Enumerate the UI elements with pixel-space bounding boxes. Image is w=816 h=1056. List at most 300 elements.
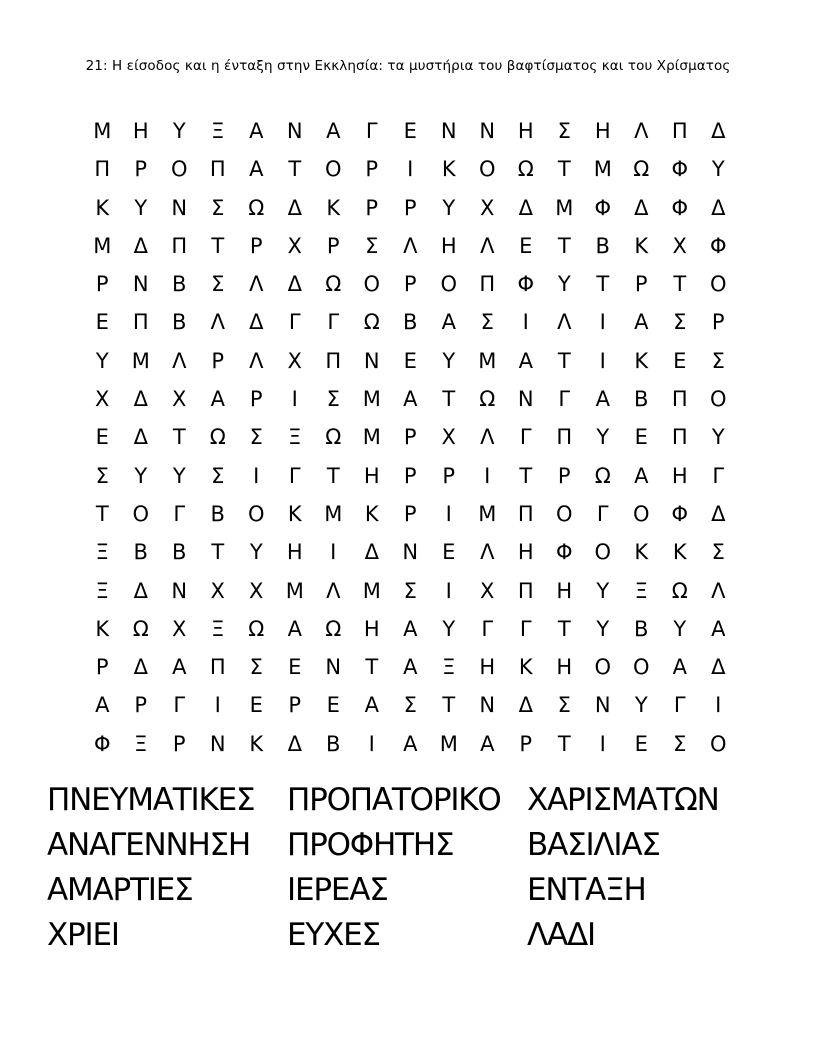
word-list-item: ΕΥΧΕΣ	[287, 917, 380, 953]
grid-letter[interactable]: Α	[95, 693, 110, 718]
grid-letter[interactable]: Ρ	[134, 157, 148, 182]
grid-letter[interactable]: Χ	[287, 348, 302, 373]
grid-letter[interactable]: Μ	[362, 425, 381, 450]
grid-letter[interactable]: Χ	[672, 233, 687, 258]
grid-letter[interactable]: Ι	[599, 310, 606, 335]
grid-letter[interactable]: Ο	[594, 540, 612, 565]
grid-letter[interactable]: Ξ	[211, 616, 225, 641]
grid-letter[interactable]: Α	[326, 119, 341, 143]
grid-letter[interactable]: Τ	[211, 233, 225, 258]
grid-letter[interactable]: Ο	[709, 731, 727, 756]
grid-letter[interactable]: Κ	[326, 195, 341, 220]
grid-letter[interactable]: Ρ	[249, 233, 263, 258]
grid-letter[interactable]: Λ	[403, 233, 418, 258]
grid-letter[interactable]: Σ	[249, 425, 263, 450]
grid-letter[interactable]: Υ	[442, 195, 456, 220]
grid-letter[interactable]: Γ	[327, 310, 340, 335]
grid-letter[interactable]: Δ	[133, 387, 148, 412]
grid-letter[interactable]: Σ	[557, 693, 571, 718]
grid-letter[interactable]: Ρ	[403, 272, 417, 297]
grid-letter[interactable]: Β	[595, 233, 610, 258]
grid-letter[interactable]: Π	[209, 157, 226, 182]
grid-letter[interactable]: Σ	[673, 731, 687, 756]
grid-row	[83, 533, 738, 571]
grid-letter[interactable]: Η	[556, 655, 573, 680]
grid-letter[interactable]: Λ	[711, 578, 726, 603]
grid-letter[interactable]: Π	[671, 425, 688, 450]
grid-letter[interactable]: Σ	[711, 348, 725, 373]
grid-letter[interactable]: Ρ	[172, 731, 186, 756]
grid-letter[interactable]: Φ	[671, 157, 689, 182]
grid-letter[interactable]: Σ	[673, 310, 687, 335]
grid-letter[interactable]: Π	[132, 310, 149, 335]
grid-letter[interactable]: Α	[441, 310, 456, 335]
grid-letter[interactable]: Λ	[249, 272, 264, 297]
grid-letter[interactable]: Κ	[634, 348, 649, 373]
grid-letter[interactable]: Σ	[480, 310, 494, 335]
grid-letter[interactable]: Τ	[673, 272, 687, 297]
grid-letter[interactable]: Δ	[634, 195, 649, 220]
grid-letter[interactable]: Μ	[131, 348, 150, 373]
grid-letter[interactable]: Τ	[442, 387, 456, 412]
grid-letter[interactable]: Ι	[330, 540, 337, 565]
grid-letter[interactable]: Λ	[634, 119, 649, 143]
grid-letter[interactable]: Α	[403, 387, 418, 412]
grid-row	[83, 725, 738, 763]
grid-letter[interactable]: Λ	[480, 540, 495, 565]
grid-letter[interactable]: Υ	[172, 119, 186, 143]
grid-letter[interactable]: Ο	[247, 501, 265, 526]
grid-letter[interactable]: Γ	[596, 501, 609, 526]
grid-letter[interactable]: Λ	[249, 348, 264, 373]
grid-letter[interactable]: Τ	[95, 501, 109, 526]
grid-letter[interactable]: Χ	[172, 387, 187, 412]
grid-letter[interactable]: Δ	[711, 195, 726, 220]
grid-letter[interactable]: Τ	[557, 731, 571, 756]
grid-letter[interactable]: Ε	[249, 693, 263, 718]
grid-letter[interactable]: Τ	[211, 540, 225, 565]
grid-letter[interactable]: Υ	[596, 425, 610, 450]
grid-letter[interactable]: Σ	[326, 387, 340, 412]
grid-letter[interactable]: Ρ	[403, 501, 417, 526]
grid-letter[interactable]: Ν	[132, 272, 149, 297]
grid-letter[interactable]: Α	[518, 348, 533, 373]
grid-letter[interactable]: Ω	[594, 463, 611, 488]
grid-letter[interactable]: Ε	[403, 119, 417, 143]
grid-letter[interactable]: Γ	[712, 463, 725, 488]
grid-letter[interactable]: Μ	[593, 157, 612, 182]
grid-letter[interactable]: Κ	[95, 195, 110, 220]
grid-letter[interactable]: Γ	[288, 463, 301, 488]
grid-letter[interactable]: Μ	[478, 348, 497, 373]
word-list-row	[47, 778, 767, 823]
word-list-row	[47, 868, 767, 913]
grid-letter[interactable]: Τ	[519, 463, 533, 488]
grid-letter[interactable]: Γ	[673, 693, 686, 718]
grid-letter[interactable]: Κ	[634, 540, 649, 565]
grid-letter[interactable]: Ε	[673, 348, 687, 373]
grid-letter[interactable]: Γ	[365, 119, 378, 143]
grid-letter[interactable]: Ι	[599, 731, 606, 756]
grid-letter[interactable]: Σ	[365, 233, 379, 258]
grid-letter[interactable]: Χ	[480, 578, 495, 603]
grid-letter[interactable]: Ρ	[403, 463, 417, 488]
grid-letter[interactable]: Ρ	[403, 425, 417, 450]
grid-letter[interactable]: Ω	[325, 425, 342, 450]
grid-letter[interactable]: Η	[363, 463, 380, 488]
grid-letter[interactable]: Ξ	[95, 540, 109, 565]
grid-letter[interactable]: Μ	[439, 731, 458, 756]
grid-letter[interactable]: Μ	[93, 233, 112, 258]
grid-letter[interactable]: Α	[595, 387, 610, 412]
grid-letter[interactable]: Α	[364, 693, 379, 718]
grid-letter[interactable]: Μ	[362, 578, 381, 603]
grid-letter[interactable]: Ω	[248, 616, 265, 641]
grid-letter[interactable]: Κ	[518, 655, 533, 680]
grid-letter[interactable]: Η	[132, 119, 149, 143]
grid-letter[interactable]: Γ	[558, 387, 571, 412]
grid-letter[interactable]: Ξ	[288, 425, 302, 450]
grid-letter[interactable]: Δ	[133, 425, 148, 450]
grid-letter[interactable]: Ξ	[134, 731, 148, 756]
grid-letter[interactable]: Ε	[519, 233, 533, 258]
grid-letter[interactable]: Α	[634, 310, 649, 335]
grid-letter[interactable]: Η	[671, 463, 688, 488]
grid-letter[interactable]: Δ	[287, 195, 302, 220]
grid-letter[interactable]: Κ	[441, 157, 456, 182]
grid-letter[interactable]: Α	[672, 655, 687, 680]
grid-letter[interactable]: Α	[210, 387, 225, 412]
grid-letter[interactable]: Α	[403, 731, 418, 756]
grid-letter[interactable]: Ρ	[519, 731, 533, 756]
grid-letter[interactable]: Ρ	[442, 463, 456, 488]
grid-letter[interactable]: Η	[479, 655, 496, 680]
grid-letter[interactable]: Ρ	[634, 272, 648, 297]
grid-letter[interactable]: Ω	[363, 310, 380, 335]
grid-letter[interactable]: Π	[556, 425, 573, 450]
grid-letter[interactable]: Χ	[249, 578, 264, 603]
grid-letter[interactable]: Φ	[709, 233, 727, 258]
grid-letter[interactable]: Υ	[673, 616, 687, 641]
grid-letter[interactable]: Α	[249, 157, 264, 182]
grid-letter[interactable]: Ο	[632, 501, 650, 526]
grid-letter[interactable]: Β	[634, 616, 649, 641]
grid-letter[interactable]: Η	[556, 578, 573, 603]
grid-letter[interactable]: Μ	[478, 501, 497, 526]
grid-letter[interactable]: Λ	[326, 578, 341, 603]
grid-letter[interactable]: Ι	[522, 310, 529, 335]
grid-letter[interactable]: Ν	[171, 195, 188, 220]
grid-letter[interactable]: Δ	[287, 731, 302, 756]
grid-letter[interactable]: Τ	[557, 616, 571, 641]
grid-letter[interactable]: Π	[171, 233, 188, 258]
grid-letter[interactable]: Ε	[634, 425, 648, 450]
grid-letter[interactable]: Π	[517, 578, 534, 603]
grid-letter[interactable]: Π	[479, 272, 496, 297]
grid-letter[interactable]: Β	[634, 387, 649, 412]
grid-letter[interactable]: Ο	[594, 655, 612, 680]
grid-letter[interactable]: Φ	[671, 501, 689, 526]
grid-letter[interactable]: Δ	[518, 693, 533, 718]
grid-letter[interactable]: Ν	[363, 348, 380, 373]
grid-letter[interactable]: Ν	[325, 655, 342, 680]
grid-letter[interactable]: Α	[403, 616, 418, 641]
grid-letter[interactable]: Ο	[132, 501, 150, 526]
grid-letter[interactable]: Ι	[484, 463, 491, 488]
grid-letter[interactable]: Σ	[211, 463, 225, 488]
grid-letter[interactable]: Φ	[93, 731, 111, 756]
grid-letter[interactable]: Π	[671, 119, 688, 143]
grid-letter[interactable]: Ρ	[288, 693, 302, 718]
grid-letter[interactable]: Π	[517, 501, 534, 526]
grid-letter[interactable]: Ε	[288, 655, 302, 680]
grid-letter[interactable]: Κ	[634, 233, 649, 258]
grid-letter[interactable]: Κ	[364, 501, 379, 526]
grid-letter[interactable]: Ξ	[634, 578, 648, 603]
grid-letter[interactable]: Χ	[480, 195, 495, 220]
grid-letter[interactable]: Σ	[403, 693, 417, 718]
grid-letter[interactable]: Δ	[133, 233, 148, 258]
grid-letter[interactable]: Φ	[671, 195, 689, 220]
grid-letter[interactable]: Δ	[518, 195, 533, 220]
grid-letter[interactable]: Ι	[445, 578, 452, 603]
grid-letter[interactable]: Υ	[711, 425, 725, 450]
grid-letter[interactable]: Ρ	[711, 310, 725, 335]
grid-letter[interactable]: Τ	[288, 157, 302, 182]
grid-letter[interactable]: Υ	[134, 463, 148, 488]
grid-letter[interactable]: Ω	[248, 195, 265, 220]
grid-letter[interactable]: Ν	[594, 693, 611, 718]
grid-letter[interactable]: Α	[634, 463, 649, 488]
grid-letter[interactable]: Λ	[557, 310, 572, 335]
grid-letter[interactable]: Ν	[402, 540, 419, 565]
grid-letter[interactable]: Π	[671, 387, 688, 412]
grid-letter[interactable]: Σ	[403, 578, 417, 603]
grid-letter[interactable]: Σ	[557, 119, 571, 143]
grid-letter[interactable]: Υ	[596, 616, 610, 641]
grid-letter[interactable]: Υ	[557, 272, 571, 297]
grid-letter[interactable]: Τ	[365, 655, 379, 680]
grid-letter[interactable]: Μ	[285, 578, 304, 603]
grid-letter[interactable]: Ε	[326, 693, 340, 718]
grid-letter[interactable]: Χ	[210, 578, 225, 603]
grid-letter[interactable]: Γ	[519, 425, 532, 450]
grid-letter[interactable]: Κ	[287, 501, 302, 526]
grid-letter[interactable]: Γ	[173, 501, 186, 526]
grid-letter[interactable]: Ε	[95, 425, 109, 450]
grid-letter[interactable]: Γ	[519, 616, 532, 641]
grid-letter[interactable]: Δ	[711, 501, 726, 526]
grid-letter[interactable]: Ρ	[365, 157, 379, 182]
grid-letter[interactable]: Δ	[249, 310, 264, 335]
grid-letter[interactable]: Υ	[95, 348, 109, 373]
grid-letter[interactable]: Ρ	[557, 463, 571, 488]
grid-letter[interactable]: Β	[210, 501, 225, 526]
grid-letter[interactable]: Ι	[291, 387, 298, 412]
grid-letter[interactable]: Ω	[479, 387, 496, 412]
grid-letter[interactable]: Δ	[287, 272, 302, 297]
grid-letter[interactable]: Α	[287, 616, 302, 641]
grid-letter[interactable]: Ρ	[211, 348, 225, 373]
grid-letter[interactable]: Κ	[95, 616, 110, 641]
word-list-item: ΙΕΡΕΑΣ	[287, 872, 388, 908]
grid-letter[interactable]: Τ	[557, 157, 571, 182]
grid-letter[interactable]: Χ	[172, 616, 187, 641]
grid-letter[interactable]: Γ	[481, 616, 494, 641]
grid-letter[interactable]: Υ	[442, 616, 456, 641]
grid-letter[interactable]: Ρ	[365, 195, 379, 220]
grid-letter[interactable]: Ι	[368, 731, 375, 756]
grid-letter[interactable]: Π	[94, 157, 111, 182]
grid-letter[interactable]: Σ	[249, 655, 263, 680]
grid-letter[interactable]: Δ	[133, 578, 148, 603]
grid-letter[interactable]: Η	[286, 540, 303, 565]
grid-letter[interactable]: Ν	[286, 119, 303, 143]
grid-row	[83, 150, 738, 188]
grid-letter[interactable]: Δ	[133, 655, 148, 680]
grid-letter[interactable]: Δ	[711, 655, 726, 680]
grid-letter[interactable]: Α	[711, 616, 726, 641]
grid-letter[interactable]: Ο	[709, 387, 727, 412]
grid-letter[interactable]: Ω	[325, 272, 342, 297]
grid-letter[interactable]: Λ	[480, 425, 495, 450]
grid-letter[interactable]: Λ	[210, 310, 225, 335]
grid-letter[interactable]: Φ	[555, 540, 573, 565]
grid-letter[interactable]: Β	[172, 272, 187, 297]
grid-letter[interactable]: Λ	[172, 348, 187, 373]
grid-letter[interactable]: Ν	[479, 119, 496, 143]
grid-letter[interactable]: Η	[440, 233, 457, 258]
grid-letter[interactable]: Ω	[209, 425, 226, 450]
grid-letter[interactable]: Α	[403, 655, 418, 680]
grid-letter[interactable]: Σ	[95, 463, 109, 488]
grid-letter[interactable]: Φ	[517, 272, 535, 297]
grid-letter[interactable]: Η	[517, 119, 534, 143]
grid-letter[interactable]: Ξ	[442, 655, 456, 680]
grid-letter[interactable]: Σ	[711, 540, 725, 565]
grid-letter[interactable]: Β	[172, 540, 187, 565]
grid-letter[interactable]: Ι	[445, 501, 452, 526]
grid-letter[interactable]: Ο	[709, 272, 727, 297]
grid-letter[interactable]: Ι	[599, 348, 606, 373]
grid-letter[interactable]: Π	[209, 655, 226, 680]
grid-letter[interactable]: Υ	[711, 157, 725, 182]
grid-letter[interactable]: Ε	[442, 540, 456, 565]
grid-letter[interactable]: Β	[403, 310, 418, 335]
grid-letter[interactable]: Ρ	[249, 387, 263, 412]
grid-letter[interactable]: Μ	[555, 195, 574, 220]
grid-letter[interactable]: Ω	[325, 616, 342, 641]
grid-letter[interactable]: Σ	[211, 272, 225, 297]
grid-letter[interactable]: Ω	[132, 616, 149, 641]
grid-letter[interactable]: Χ	[441, 425, 456, 450]
grid-letter[interactable]: Α	[249, 119, 264, 143]
word-list-item: ΒΑΣΙΛΙΑΣ	[527, 827, 660, 863]
grid-letter[interactable]: Ω	[671, 578, 688, 603]
grid-letter[interactable]: Π	[325, 348, 342, 373]
grid-letter[interactable]: Β	[172, 310, 187, 335]
grid-letter[interactable]: Τ	[557, 348, 571, 373]
grid-letter[interactable]: Ο	[555, 501, 573, 526]
grid-letter[interactable]: Τ	[596, 272, 610, 297]
grid-letter[interactable]: Ω	[517, 157, 534, 182]
grid-letter[interactable]: Ρ	[95, 272, 109, 297]
grid-letter[interactable]: Μ	[93, 119, 112, 143]
grid-row	[83, 572, 738, 610]
grid-letter[interactable]: Μ	[324, 501, 343, 526]
grid-letter[interactable]: Ε	[403, 348, 417, 373]
grid-letter[interactable]: Κ	[249, 731, 264, 756]
grid-letter[interactable]: Τ	[326, 463, 340, 488]
grid-letter[interactable]: Η	[594, 119, 611, 143]
grid-letter[interactable]: Γ	[173, 693, 186, 718]
grid-letter[interactable]: Τ	[557, 233, 571, 258]
grid-letter[interactable]: Γ	[288, 310, 301, 335]
grid-letter[interactable]: Κ	[672, 540, 687, 565]
word-list-item: ΧΑΡΙΣΜΑΤΩΝ	[527, 782, 719, 818]
grid-letter[interactable]: Ξ	[95, 578, 109, 603]
grid-letter[interactable]: Τ	[442, 693, 456, 718]
grid-letter[interactable]: Ρ	[326, 233, 340, 258]
grid-letter[interactable]: Ν	[171, 578, 188, 603]
grid-letter[interactable]: Ο	[478, 157, 496, 182]
grid-letter[interactable]: Ν	[209, 731, 226, 756]
grid-letter[interactable]: Φ	[594, 195, 612, 220]
grid-letter[interactable]: Ρ	[95, 655, 109, 680]
grid-letter[interactable]: Ε	[634, 731, 648, 756]
grid-letter[interactable]: Ο	[440, 272, 458, 297]
grid-letter[interactable]: Υ	[172, 463, 186, 488]
grid-letter[interactable]: Υ	[442, 348, 456, 373]
grid-letter[interactable]: Ξ	[211, 119, 225, 143]
grid-letter[interactable]: Δ	[711, 119, 726, 143]
grid-letter[interactable]: Ε	[95, 310, 109, 335]
grid-letter[interactable]: Β	[133, 540, 148, 565]
grid-letter[interactable]: Η	[363, 616, 380, 641]
grid-letter[interactable]: Ι	[407, 157, 414, 182]
grid-letter[interactable]: Δ	[364, 540, 379, 565]
grid-letter[interactable]: Υ	[249, 540, 263, 565]
grid-letter[interactable]: Ω	[633, 157, 650, 182]
grid-letter[interactable]: Χ	[95, 387, 110, 412]
grid-letter[interactable]: Υ	[634, 693, 648, 718]
grid-letter[interactable]: Υ	[134, 195, 148, 220]
grid-letter[interactable]: Ρ	[403, 195, 417, 220]
grid-letter[interactable]: Ο	[363, 272, 381, 297]
grid-letter[interactable]: Μ	[362, 387, 381, 412]
grid-letter[interactable]: Χ	[287, 233, 302, 258]
grid-letter[interactable]: Ρ	[134, 693, 148, 718]
grid-letter[interactable]: Ν	[440, 119, 457, 143]
grid-letter[interactable]: Η	[517, 540, 534, 565]
grid-letter[interactable]: Ν	[517, 387, 534, 412]
grid-letter[interactable]: Ο	[324, 157, 342, 182]
grid-letter[interactable]: Ν	[479, 693, 496, 718]
grid-letter[interactable]: Ι	[253, 463, 260, 488]
grid-letter[interactable]: Α	[172, 655, 187, 680]
grid-letter[interactable]: Ι	[715, 693, 722, 718]
grid-letter[interactable]: Β	[326, 731, 341, 756]
grid-letter[interactable]: Σ	[211, 195, 225, 220]
grid-letter[interactable]: Α	[480, 731, 495, 756]
word-list-item: ΛΑΔΙ	[527, 917, 595, 953]
grid-letter[interactable]: Λ	[480, 233, 495, 258]
grid-letter[interactable]: Υ	[596, 578, 610, 603]
grid-letter[interactable]: Ο	[632, 655, 650, 680]
grid-letter[interactable]: Ι	[214, 693, 221, 718]
grid-letter[interactable]: Τ	[172, 425, 186, 450]
grid-letter[interactable]: Ο	[170, 157, 188, 182]
